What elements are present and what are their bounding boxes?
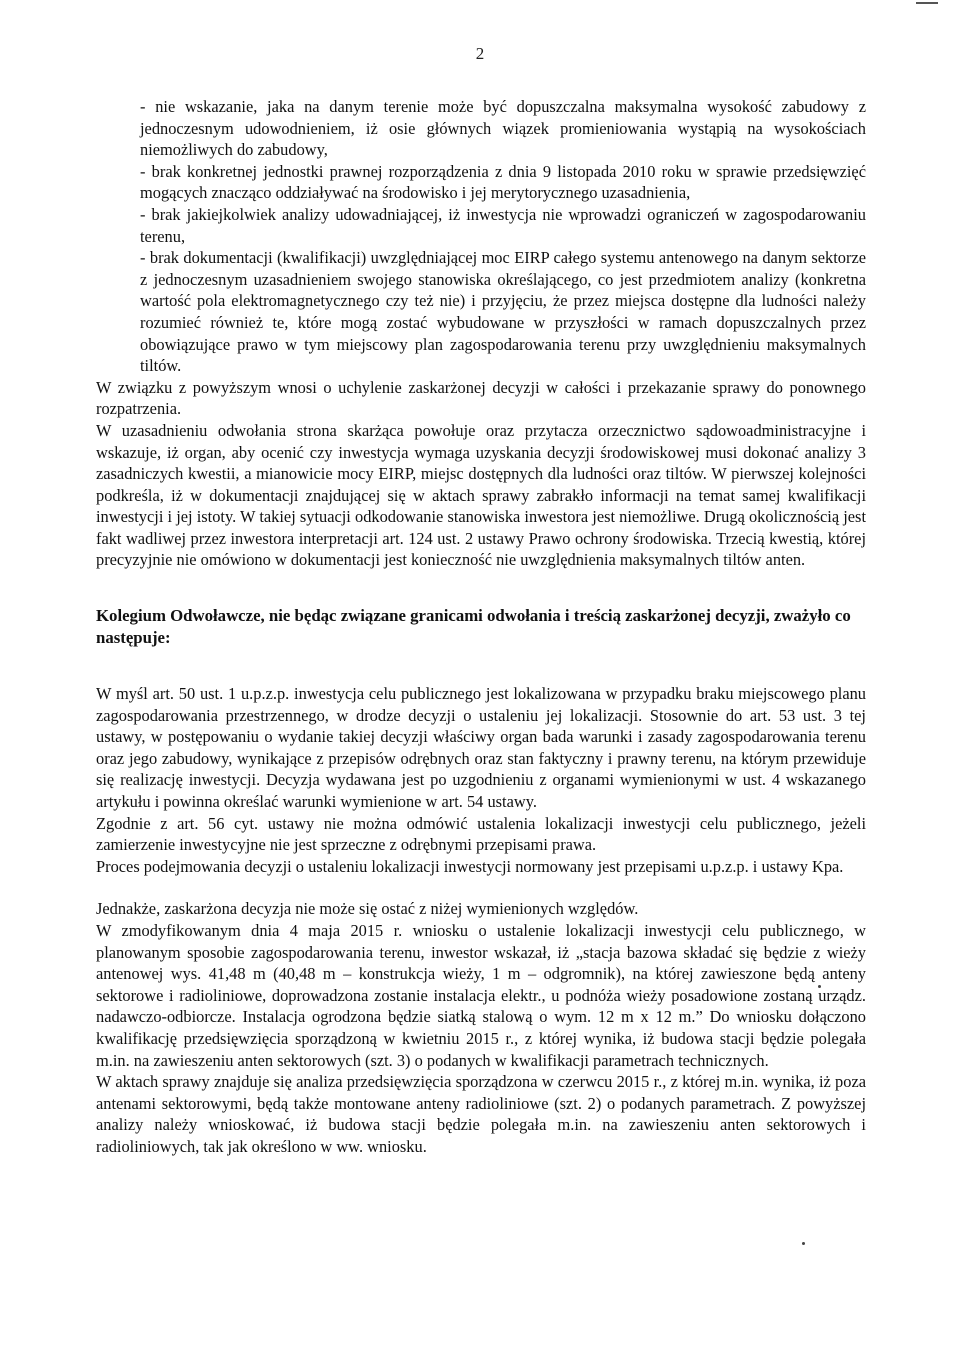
bullet-item: - brak jakiejkolwiek analizy udowadniającej, iż inwestycja nie wprowadzi ograniczeń w zagospodarowaniu terenu,	[140, 204, 866, 246]
paragraph: Jednakże, zaskarżona decyzja nie może się ostać z niżej wymienionych względów.	[96, 899, 639, 919]
document-body	[96, 96, 866, 1158]
bullet-item: - nie wskazanie, jaka na danym terenie może być dopuszczalna maksymalna wysokość zabudowy z jednoczesnym udowodnieniem, iż osie głównych wiązek promieniowania wystąpią na wysokościach niemożliwych do zabudowy,	[140, 97, 866, 160]
bullet-list	[96, 96, 866, 377]
paragraph: Zgodnie z art. 56 cyt. ustawy nie można odmówić ustalenia lokalizacji inwestycji celu publicznego, jeżeli zamierzenie inwestycyjne nie jest sprzeczne z odrębnymi przepisami prawa.	[96, 813, 866, 855]
paragraph: Proces podejmowania decyzji o ustaleniu lokalizacji inwestycji normowany jest przepisami u.p.z.p. i ustawy Kpa.	[96, 856, 844, 876]
paragraph: W myśl art. 50 ust. 1 u.p.z.p. inwestycja celu publicznego jest lokalizowana w przypadku braku miejscowego planu zagospodarowania przestrzennego, w drodze decyzji o ustaleniu jej lokalizacji. Stosownie do art. 53 ust. 3 tej ustawy, w postępowaniu o wydanie takiej decyzji właściwy organ bada warunki i zasady zagospodarowania terenu oraz jego zabudowy, wynikające z przepisów odrębnych oraz stan faktyczny i prawny terenu, na którym przewiduje się realizację inwestycji. Decyzja wydawana jest po uzgodnieniu z organami wymienionymi w ust. 4 wskazanego artykułu i powinna określać warunki wymienione w art. 54 ustawy.	[96, 684, 866, 812]
bullet-item: - brak dokumentacji (kwalifikacji) uwzględniającej moc EIRP całego systemu antenowego na danym sektorze z jednoczesnym uzasadnieniem swojego stanowiska określającego, co jest przedmiotem analizy (konkretna wartość pola elektromagnetycznego czy też nie) i przyjęciu, że przez miejsca dostępne dla ludności należy rozumieć również te, które mogą zostać wybudowane w przyszłości w ramach dopuszczalnych przez obowiązujące prawo w tym miejscowy plan zagospodarowania terenu przy uwzględnieniu maksymalnych tiltów.	[140, 248, 866, 376]
scan-dot	[802, 1242, 805, 1245]
scan-mark	[916, 2, 938, 4]
paragraph: W uzasadnieniu odwołania strona skarżąca powołuje oraz przytacza orzecznictwo sądowoadministracyjne i wskazuje, iż organ, aby ocenić czy inwestycja wymaga uzyskania decyzji środowiskowej musi dokonać analizy 3 zasadniczych kwestii, a mianowicie mocy EIRP, miejsc dostępnych dla ludności oraz tiltów. W pierwszej kolejności podkreśla, iż w dokumentacji znajdującej się w aktach sprawy zabrakło informacji na temat samej kwalifikacji inwestycji i jej istoty. W takiej sytuacji odkodowanie stanowiska inwestora jest niemożliwe. Drugą okolicznością jest fakt wadliwej przez inwestora interpretacji art. 124 ust. 2 ustawy Prawo ochrony środowiska. Trzecią kwestią, której precyzyjnie nie omówiono w dokumentacji jest konieczność nie uwzględnienia maksymalnych tiltów anten.	[96, 420, 866, 570]
paragraph: W aktach sprawy znajduje się analiza przedsięwzięcia sporządzona w czerwcu 2015 r., z której m.in. wynika, iż poza antenami sektorowymi, będą także montowane anteny radioliniowe (szt. 2) o podanych parametrach. Z powyższej analizy należy wnioskować, iż budowa stacji będzie polegała m.in. na zawieszeniu anten sektorowych i radioliniowych, tak jak określono w ww. wniosku.	[96, 1072, 866, 1156]
page-number: 2	[475, 44, 485, 63]
section-heading: Kolegium Odwoławcze, nie będąc związane granicami odwołania i treścią zaskarżonej decyzji, zważyło co następuje:	[96, 606, 851, 648]
bullet-item: - brak konkretnej jednostki prawnej rozporządzenia z dnia 9 listopada 2010 roku w sprawie przedsięwzięć mogących znacząco oddziaływać na środowisko i jej merytorycznego uzasadnienia,	[140, 161, 866, 203]
paragraph: W związku z powyższym wnosi o uchylenie zaskarżonej decyzji w całości i przekazanie sprawy do ponownego rozpatrzenia.	[96, 377, 866, 419]
paragraph: W zmodyfikowanym dnia 4 maja 2015 r. wniosku o ustalenie lokalizacji inwestycji celu publicznego, w planowanym sposobie zagospodarowania terenu, inwestor wskazał, iż „stacja bazowa składać się będzie z wieży antenowej wys. 41,48 m (40,48 m – konstrukcja wieży, 1 m – odgromnik), na której zawieszone będą anteny sektorowe i radioliniowe, doprowadzona zostanie instalacja elektr., u podnóża wieży posadowione zostaną urządz. nadawczo-odbiorcze. Instalacja ogrodzona będzie siatką stalową o wym. 12 m x 12 m.” Do wniosku dołączono kwalifikację przedsięwzięcia sporządzoną w kwietniu 2015 r., z której wynika, iż budowa stacji będzie polegała m.in. na zawieszeniu anten sektorowych (szt. 3) o podanych w kwalifikacji parametrach technicznych.	[96, 921, 866, 1070]
